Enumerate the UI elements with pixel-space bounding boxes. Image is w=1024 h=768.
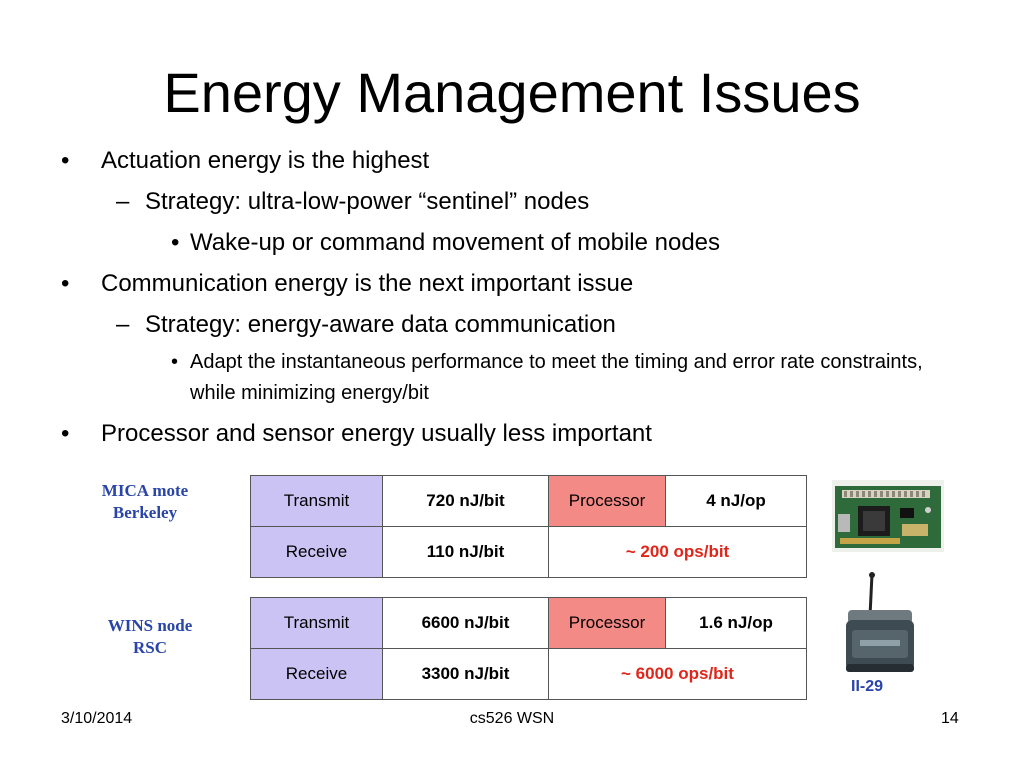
bullet-marker: • bbox=[171, 351, 179, 373]
bullet-marker: • bbox=[171, 229, 180, 256]
wins-transmit-label: Transmit bbox=[251, 598, 383, 649]
subsubbullet-wakeup bbox=[171, 229, 721, 257]
mica-label bbox=[80, 480, 210, 524]
wins-receive-label: Receive bbox=[251, 649, 383, 700]
wins-receive-value: 3300 nJ/bit bbox=[383, 649, 549, 700]
mica-transmit-label: Transmit bbox=[251, 476, 383, 527]
subbullet-sentinel bbox=[116, 188, 590, 216]
footer-page-number: 14 bbox=[941, 710, 959, 727]
mica-energy-table bbox=[250, 475, 807, 578]
bullet-communication bbox=[61, 270, 634, 298]
bullet-text: Adapt the instantaneous performance to meet the timing and error rate constraints, while minimizing energy/bit bbox=[190, 351, 923, 404]
slide-title: Energy Management Issues bbox=[163, 61, 861, 124]
bullet-text: Wake-up or command movement of mobile nodes bbox=[190, 229, 721, 256]
mica-ops-per-bit: ~ 200 ops/bit bbox=[549, 527, 807, 578]
bullet-marker: • bbox=[61, 147, 70, 174]
device-caption: II-29 bbox=[851, 678, 884, 695]
bullet-marker: • bbox=[61, 420, 70, 447]
wins-label bbox=[80, 615, 220, 659]
footer-date: 3/10/2014 bbox=[61, 710, 133, 727]
wins-row-receive bbox=[251, 649, 807, 700]
bullet-text: Strategy: ultra-low-power “sentinel” nodes bbox=[145, 188, 590, 215]
mica-receive-value: 110 nJ/bit bbox=[383, 527, 549, 578]
bullet-text: Communication energy is the next important issue bbox=[101, 270, 634, 297]
bullet-text: Actuation energy is the highest bbox=[101, 147, 430, 174]
subsubbullet-adapt bbox=[171, 347, 950, 409]
wins-label-line2: RSC bbox=[132, 638, 167, 657]
wins-processor-label: Processor bbox=[549, 598, 666, 649]
subbullet-energy-aware bbox=[116, 311, 616, 339]
wins-ops-per-bit: ~ 6000 ops/bit bbox=[549, 649, 807, 700]
mica-label-line2: Berkeley bbox=[112, 503, 178, 522]
mica-transmit-value: 720 nJ/bit bbox=[383, 476, 549, 527]
bullet-marker: • bbox=[61, 270, 70, 297]
mica-row-receive bbox=[251, 527, 807, 578]
bullet-text: Strategy: energy-aware data communication bbox=[145, 311, 616, 338]
wins-row-transmit bbox=[251, 598, 807, 649]
mica-board-image bbox=[832, 480, 944, 552]
footer-course: cs526 WSN bbox=[469, 710, 555, 727]
mica-label-line1: MICA mote bbox=[101, 481, 189, 500]
wins-label-line1: WINS node bbox=[107, 616, 193, 635]
wins-energy-table bbox=[250, 597, 807, 700]
mica-processor-label: Processor bbox=[549, 476, 666, 527]
wins-processor-value: 1.6 nJ/op bbox=[666, 598, 807, 649]
dash-marker: – bbox=[116, 188, 130, 215]
mica-receive-label: Receive bbox=[251, 527, 383, 578]
wins-node-image bbox=[840, 570, 920, 678]
bullet-processor bbox=[61, 420, 652, 448]
mica-processor-value: 4 nJ/op bbox=[666, 476, 807, 527]
wins-transmit-value: 6600 nJ/bit bbox=[383, 598, 549, 649]
mica-row-transmit bbox=[251, 476, 807, 527]
bullet-text: Processor and sensor energy usually less important bbox=[101, 420, 652, 447]
bullet-actuation bbox=[61, 147, 430, 175]
dash-marker: – bbox=[116, 311, 130, 338]
